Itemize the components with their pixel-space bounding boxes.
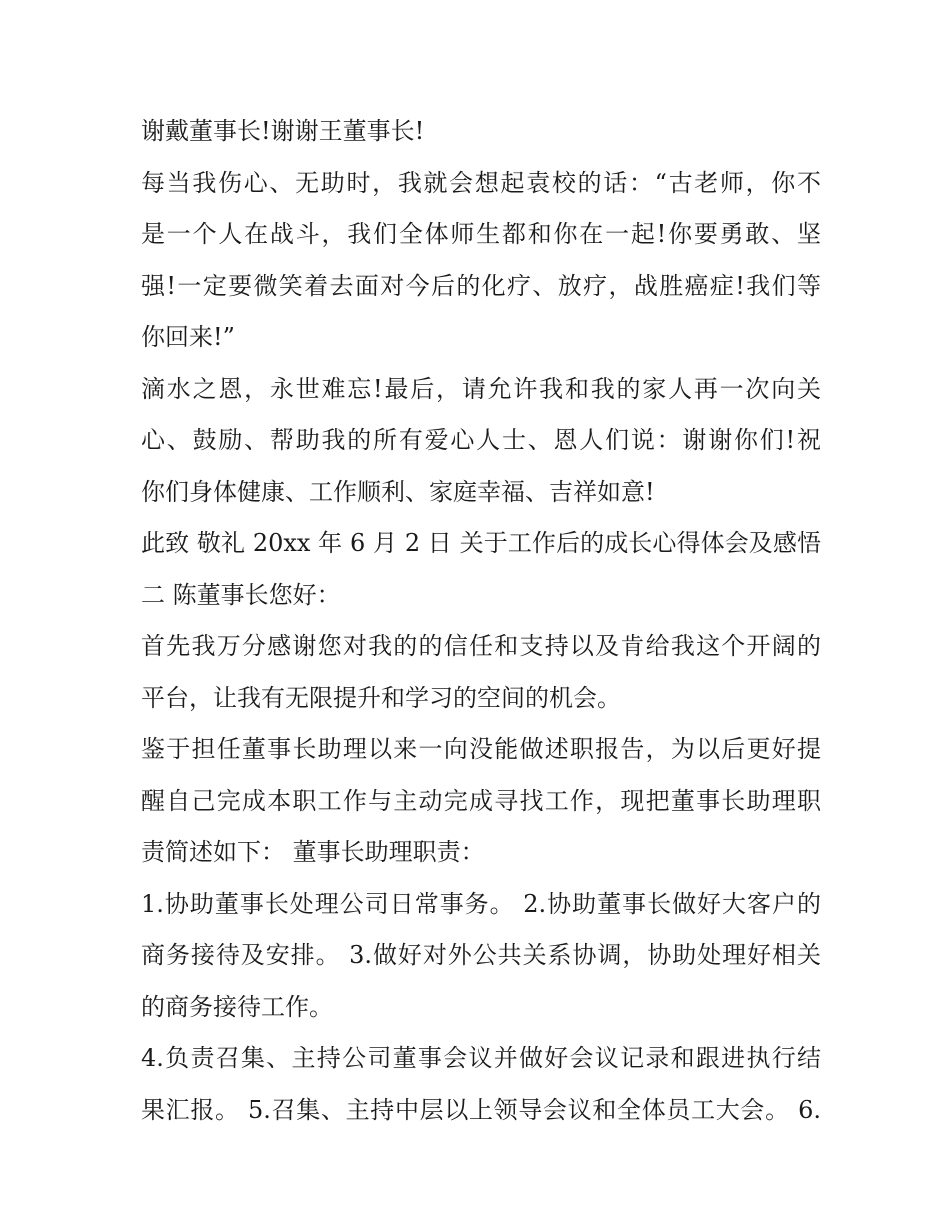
- text-line: 4.负责召集、主持公司董事会议并做好会议记录和跟进执行结: [141, 1044, 821, 1072]
- text-line: 强!一定要微笑着去面对今后的化疗、放疗，战胜癌症!我们等: [141, 271, 821, 300]
- text-line: 二 陈董事长您好：: [141, 580, 341, 609]
- text-line: 责简述如下： 董事长助理职责：: [141, 838, 485, 866]
- text-line: 滴水之恩，永世难忘!最后，请允许我和我的家人再一次向关: [141, 374, 821, 403]
- text-line: 平台，让我有无限提升和学习的空间的机会。: [141, 683, 621, 712]
- text-line: 每当我伤心、无助时，我就会想起袁校的话：“古老师，你不: [141, 168, 821, 197]
- text-line: 你们身体健康、工作顺利、家庭幸福、吉祥如意!: [141, 477, 655, 506]
- text-line: 心、鼓励、帮助我的所有爱心人士、恩人们说：谢谢你们!祝: [141, 426, 821, 454]
- document-body: [141, 106, 821, 1136]
- text-line: 醒自己完成本职工作与主动完成寻找工作，现把董事长助理职: [141, 786, 821, 815]
- text-line: 果汇报。 5.召集、主持中层以上领导会议和全体员工大会。 6.: [141, 1095, 821, 1124]
- text-line: 你回来!”: [141, 323, 235, 351]
- text-line: 首先我万分感谢您对我的的信任和支持以及肯给我这个开阔的: [141, 632, 821, 660]
- text-line: 此致 敬礼 20xx 年 6 月 2 日 关于工作后的成长心得体会及感悟: [141, 529, 821, 557]
- text-line: 1.协助董事长处理公司日常事务。 2.协助董事长做好大客户的: [141, 889, 821, 918]
- text-line: 的商务接待工作。: [141, 992, 333, 1021]
- text-line: 谢戴董事长!谢谢王董事长!: [141, 117, 425, 145]
- text-line: 鉴于担任董事长助理以来一向没能做述职报告，为以后更好提: [141, 735, 821, 763]
- text-line: 商务接待及安排。 3.做好对外公共关系协调，协助处理好相关: [141, 941, 821, 969]
- text-line: 是一个人在战斗，我们全体师生都和你在一起!你要勇敢、坚: [141, 220, 821, 248]
